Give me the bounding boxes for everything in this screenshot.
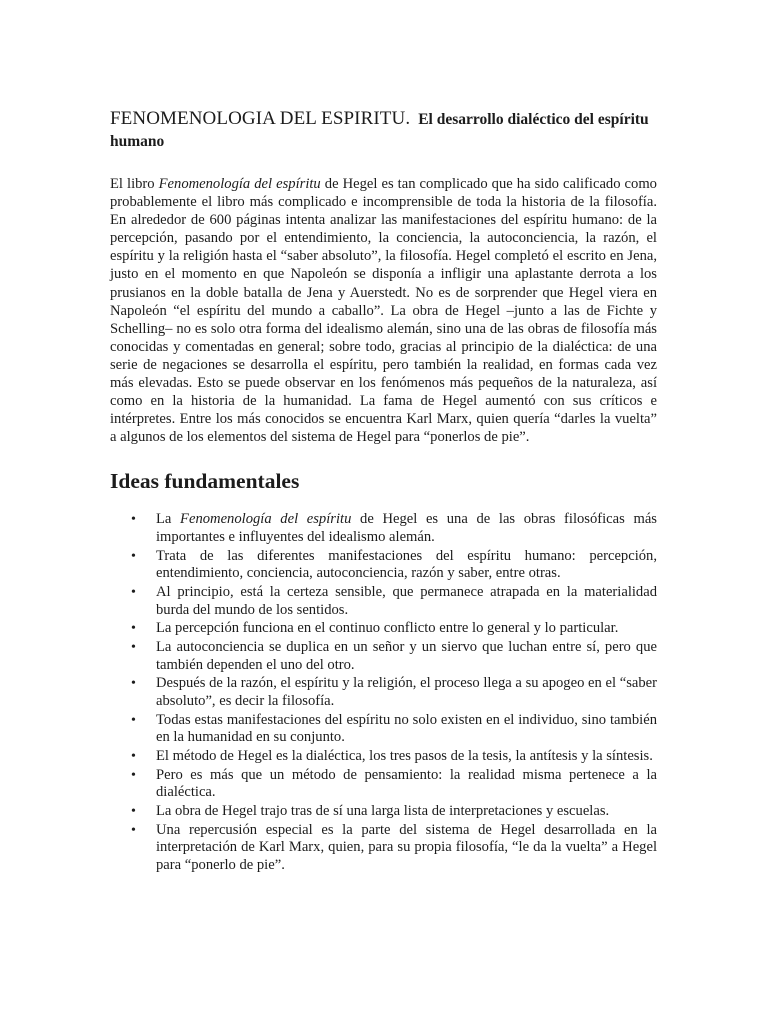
- intro-lead: El libro: [110, 176, 159, 192]
- list-item: [110, 584, 657, 619]
- bullet-icon: •: [131, 512, 136, 528]
- list-item-rest: de Hegel es una de las obras filosóficas más importantes e influyentes del idealismo alemán.: [156, 511, 657, 545]
- list-item: [110, 822, 657, 875]
- bullet-icon: •: [131, 767, 136, 783]
- intro-body: de Hegel es tan complicado que ha sido calificado como probablemente el libro más complicado e incomprensible de toda la historia de la filosofía. En alrededor de 600 páginas intenta analizar las manifestaciones del espíritu humano: de la percepción, pasando por el entendimiento, la conciencia, la autoconciencia, la razón, el espíritu y la religión hasta el “saber absoluto”, la filosofía. Hegel completó el escrito en Jena, justo en el momento en que Napoleón se disponía a infligir una aplastante derrota a los prusianos en la doble batalla de Jena y Auerstedt. No es de sorprender que Hegel viera en Napoleón “el espíritu del mundo a caballo”. La obra de Hegel –junto a las de Fichte y Schelling– no es solo otra forma del idealismo alemán, sino una de las obras de filosofía más conocidas y comentadas en general; sobre todo, gracias al principio de la dialéctica: de una serie de negaciones se desarrolla el espíritu, pero también la realidad, en formas cada vez más elevadas. Esto se puede observar en los fenómenos más pequeños de la naturaleza, así como en la historia de la humanidad. La fama de Hegel aumentó con sus críticos e intérpretes. Entre los más conocidos se encuentra Karl Marx, quien quería “darles la vuelta” a algunos de los elementos del sistema de Hegel para “ponerlos de pie”.: [110, 176, 657, 446]
- list-item: [110, 620, 657, 638]
- list-item-text: La percepción funciona en el continuo conflicto entre lo general y lo particular.: [156, 620, 619, 637]
- list-item-text: La obra de Hegel trajo tras de sí una larga lista de interpretaciones y escuelas.: [156, 803, 610, 820]
- document-title: [110, 108, 657, 153]
- bullet-icon: •: [131, 548, 136, 564]
- bullet-icon: •: [131, 822, 136, 838]
- section-heading: Ideas fundamentales: [110, 469, 300, 494]
- bullet-icon: •: [131, 804, 136, 820]
- list-item-text: Una repercusión especial es la parte del sistema de Hegel desarrollada en la interpretación de Karl Marx, quien, para su propia filosofía, “le da la vuelta” a Hegel para “ponerlo de pie”.: [156, 821, 657, 873]
- title-separator: .: [405, 108, 411, 129]
- bullet-icon: •: [131, 640, 136, 656]
- bullet-icon: •: [131, 585, 136, 600]
- ideas-list: [110, 511, 657, 874]
- list-item-text: Al principio, está la certeza sensible, que permanece atrapada en la materialidad burda del mundo de los sentidos.: [156, 584, 657, 618]
- bullet-icon: •: [131, 676, 136, 692]
- list-item: [110, 748, 657, 766]
- list-item: [110, 548, 657, 583]
- title-subtitle: El desarrollo dialéctico del espíritu humano: [110, 111, 649, 150]
- list-item: [110, 639, 657, 674]
- list-item: [110, 712, 657, 747]
- bullet-icon: •: [131, 712, 136, 728]
- list-item: [110, 675, 657, 710]
- intro-paragraph: [110, 175, 657, 446]
- list-item-text: Pero es más que un método de pensamiento: la realidad misma pertenece a la dialéctica.: [156, 766, 657, 801]
- list-item-book-title: Fenomenología del espíritu: [180, 511, 352, 528]
- bullet-icon: •: [131, 621, 136, 637]
- list-item-text: Trata de las diferentes manifestaciones del espíritu humano: percepción, entendimiento, conciencia, autoconciencia, razón y saber, entre otras.: [156, 547, 657, 582]
- document-page: [110, 108, 657, 876]
- list-item: [110, 767, 657, 802]
- list-item-text: La autoconciencia se duplica en un señor y un siervo que luchan entre sí, pero que también dependen el uno del otro.: [156, 639, 657, 673]
- list-item-text: Después de la razón, el espíritu y la religión, el proceso llega a su apogeo en el “saber absoluto”, es decir la filosofía.: [156, 675, 657, 709]
- list-item-text: El método de Hegel es la dialéctica, los tres pasos de la tesis, la antítesis y la síntesis.: [156, 747, 653, 764]
- title-main: FENOMENOLOGIA DEL ESPIRITU: [110, 108, 406, 129]
- intro-book-title: Fenomenología del espíritu: [158, 176, 321, 192]
- list-item: [110, 803, 657, 821]
- list-item-text: Todas estas manifestaciones del espíritu no solo existen en el individuo, sino también en la humanidad en su conjunto.: [156, 711, 657, 746]
- list-item: [110, 511, 657, 546]
- list-item-lead: La: [156, 511, 181, 528]
- bullet-icon: •: [131, 748, 136, 764]
